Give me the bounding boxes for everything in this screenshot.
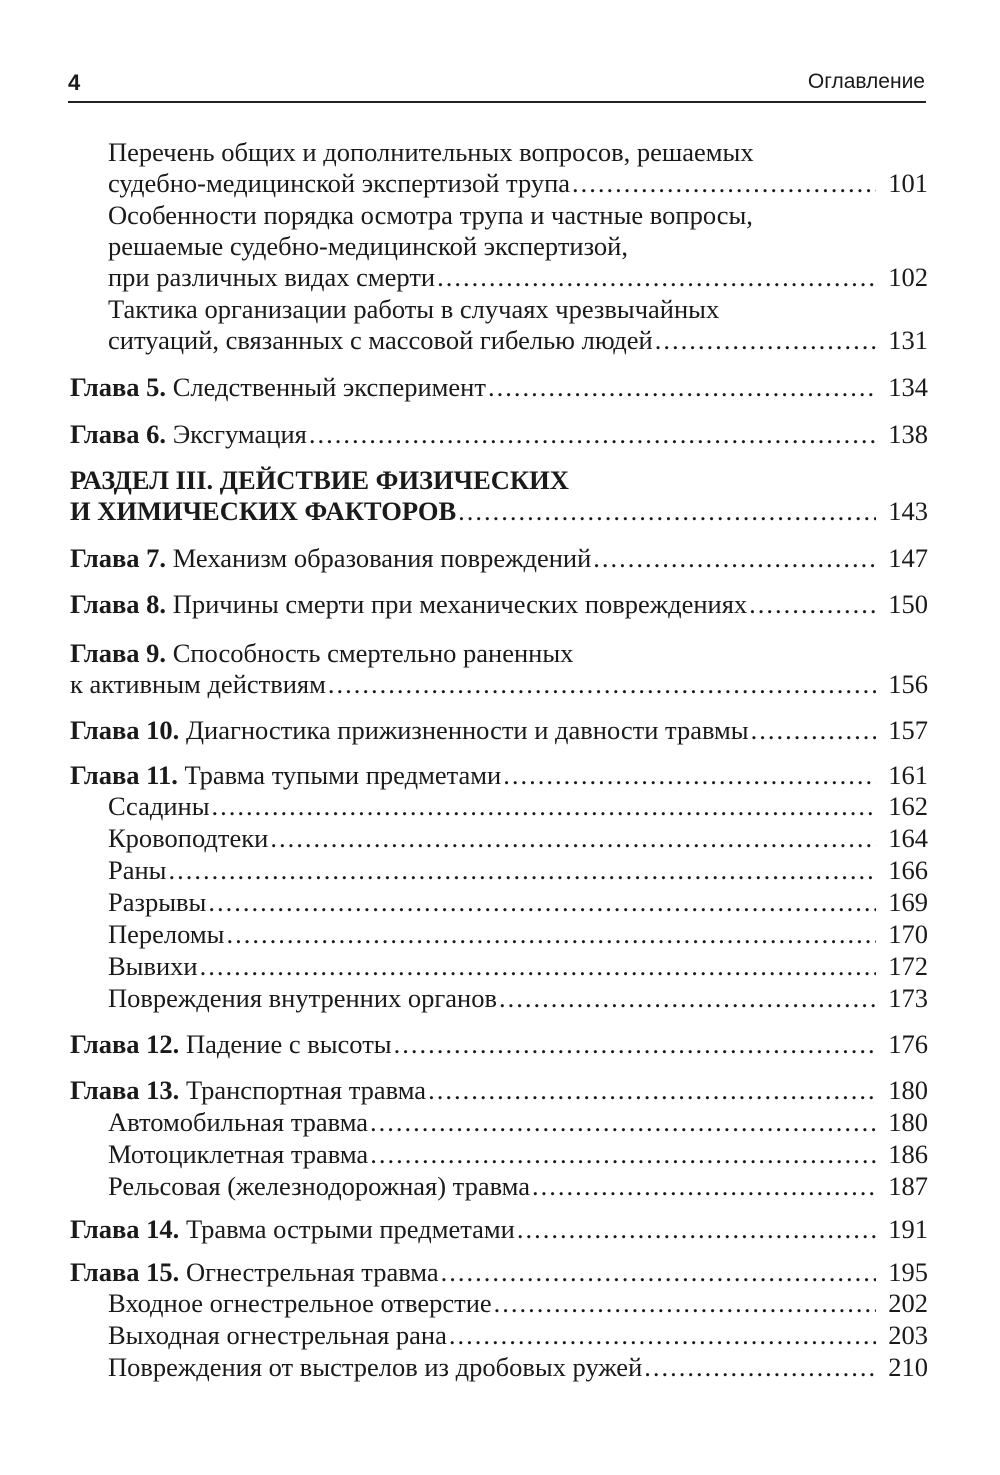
toc-entry-text [108, 230, 628, 262]
dot-leader [499, 982, 876, 1014]
toc-entry-title: Способность смертельно раненных [166, 638, 574, 668]
dot-leader [394, 1028, 876, 1060]
dot-leader [212, 790, 877, 822]
toc-entry-title: Падение с высоты [179, 1029, 392, 1059]
toc-entry-text [108, 1351, 642, 1383]
toc-entry-chapter-label: РАЗДЕЛ III. ДЕЙСТВИЕ ФИЗИЧЕСКИХ [70, 465, 569, 495]
toc-entry-text [70, 668, 326, 700]
toc-entry [108, 1287, 928, 1319]
toc-page-number: 170 [888, 919, 928, 949]
toc-entry-chapter-label: Глава 14. [70, 1214, 180, 1244]
toc-entry-text [108, 1138, 368, 1170]
toc-page-number: 138 [888, 419, 928, 449]
toc-entry-title: И ХИМИЧЕСКИХ ФАКТОРОВ [70, 496, 457, 526]
toc-entry-text [70, 495, 456, 527]
toc-entry [70, 418, 928, 450]
toc-entry [70, 759, 928, 791]
dot-leader [503, 759, 876, 791]
toc-entry [70, 495, 928, 527]
toc-entry [108, 1138, 928, 1170]
toc-entry [108, 1106, 928, 1138]
header-rule [68, 101, 926, 103]
toc-entry [108, 790, 928, 822]
toc-entry-title: Вывихи [108, 951, 198, 981]
toc-entry-text [108, 1170, 530, 1202]
toc-entry [108, 261, 928, 293]
toc-entry-line [108, 136, 754, 168]
toc-entry-text [70, 714, 749, 746]
toc-entry-text [70, 542, 591, 574]
dot-leader [593, 542, 876, 574]
dot-leader [328, 668, 876, 700]
toc-entry [108, 854, 928, 886]
toc-page-number: 147 [888, 543, 928, 573]
toc-entry-title: Разрывы [108, 887, 207, 917]
toc-entry-title: Мотоциклетная травма [108, 1139, 369, 1169]
dot-leader [270, 822, 876, 854]
toc-entry-title: Механизм образования повреждений [166, 543, 592, 573]
toc-entry-title: Причины смерти при механических повреждениях [166, 589, 748, 619]
toc-entry [108, 918, 928, 950]
toc-entry-text [108, 293, 719, 325]
dot-leader [200, 950, 876, 982]
dot-leader [449, 1319, 876, 1351]
toc-entry-title: ситуаций, связанных с массовой гибелью людей [108, 325, 653, 355]
toc-entry [108, 324, 928, 356]
toc-entry-title: Диагностика прижизненности и давности травмы [179, 715, 749, 745]
dot-leader [226, 918, 876, 950]
toc-entry [108, 1351, 928, 1383]
toc-page-number: 157 [888, 715, 928, 745]
dot-leader [458, 495, 876, 527]
toc-entry-title: Транспортная травма [179, 1075, 427, 1105]
toc-entry-text [108, 167, 570, 199]
toc-page-number: 156 [888, 669, 928, 699]
dot-leader [309, 418, 876, 450]
toc-entry-chapter-label: Глава 8. [70, 589, 167, 619]
toc-entry [70, 542, 928, 574]
toc-entry-title: Эксгумация [166, 419, 307, 449]
toc-entry-chapter-label: Глава 6. [70, 419, 167, 449]
toc-entry-text [108, 261, 435, 293]
toc-entry-line [70, 637, 573, 669]
toc-entry-text [70, 637, 573, 669]
dot-leader [488, 371, 876, 403]
toc-entry-text [70, 418, 307, 450]
toc-page-number: 173 [888, 983, 928, 1013]
toc-entry-title: Автомобильная травма [108, 1107, 369, 1137]
toc-entry-chapter-label: Глава 11. [70, 760, 178, 790]
dot-leader [169, 854, 877, 886]
dot-leader [208, 886, 876, 918]
toc-page-number: 166 [888, 855, 928, 885]
toc-entry [108, 822, 928, 854]
toc-page-number: 134 [888, 372, 928, 402]
toc-entry [70, 1028, 928, 1060]
dot-leader [532, 1170, 876, 1202]
toc-page-number: 186 [888, 1139, 928, 1169]
toc-page-number: 101 [888, 168, 928, 198]
toc-entry [108, 1319, 928, 1351]
dot-leader [437, 261, 876, 293]
toc-entry-title: Ссадины [108, 791, 210, 821]
toc-page-number: 102 [888, 262, 928, 292]
toc-entry-text [70, 759, 501, 791]
toc-entry [108, 886, 928, 918]
toc-entry-chapter-label: Глава 15. [70, 1257, 180, 1287]
toc-entry-text [108, 790, 210, 822]
toc-entry-text [70, 1028, 392, 1060]
toc-entry [70, 588, 928, 620]
toc-entry-title: Кровоподтеки [108, 823, 269, 853]
toc-entry-title: Повреждения внутренних органов [108, 983, 497, 1013]
toc-entry-line [70, 464, 569, 496]
toc-entry-chapter-label: Глава 7. [70, 543, 167, 573]
toc-page-number: 180 [888, 1107, 928, 1137]
toc-page-number: 180 [888, 1075, 928, 1105]
dot-leader [749, 588, 876, 620]
toc-entry-title: решаемые судебно-медицинской экспертизой, [108, 231, 628, 261]
toc-page-number: 187 [888, 1171, 928, 1201]
toc-page-number: 176 [888, 1029, 928, 1059]
toc-entry-chapter-label: Глава 9. [70, 638, 167, 668]
toc-entry-title: Выходная огнестрельная рана [108, 1320, 447, 1350]
toc-entry-text [70, 1256, 439, 1288]
toc-entry [70, 668, 928, 700]
toc-entry-title: при различных видах смерти [108, 262, 436, 292]
toc-entry-text [108, 1287, 492, 1319]
toc-page-number: 162 [888, 791, 928, 821]
toc-page-number: 169 [888, 887, 928, 917]
toc-entry [108, 1170, 928, 1202]
toc-entry-text [70, 371, 486, 403]
toc-entry-line [108, 293, 719, 325]
dot-leader [370, 1138, 876, 1170]
toc-entry-title: Рельсовая (железнодорожная) травма [108, 1171, 530, 1201]
toc-entry [70, 714, 928, 746]
dot-leader [494, 1287, 876, 1319]
toc-entry-line [108, 199, 753, 231]
toc-page-number: 172 [888, 951, 928, 981]
toc-entry-text [108, 982, 497, 1014]
dot-leader [644, 1351, 876, 1383]
dot-leader [751, 714, 876, 746]
toc-entry [70, 1256, 928, 1288]
toc-entry-line [108, 230, 628, 262]
toc-page-number: 150 [888, 589, 928, 619]
toc-entry-title: к активным действиям [70, 669, 326, 699]
toc-entry [70, 1213, 928, 1245]
toc-entry-title: Переломы [108, 919, 225, 949]
toc-entry [70, 371, 928, 403]
toc-entry-title: Огнестрельная травма [179, 1257, 439, 1287]
toc-entry-text [108, 324, 653, 356]
toc-entry-text [108, 199, 753, 231]
page-number: 4 [68, 70, 81, 95]
toc-entry-title: Следственный эксперимент [166, 372, 486, 402]
toc-entry-title: Перечень общих и дополнительных вопросов, решаемых [108, 137, 754, 167]
toc-page-number: 210 [888, 1352, 928, 1382]
toc-entry-text [108, 886, 206, 918]
toc-entry-chapter-label: Глава 12. [70, 1029, 180, 1059]
toc-entry-chapter-label: Глава 10. [70, 715, 180, 745]
toc-entry-text [108, 1319, 447, 1351]
toc-page-number: 202 [888, 1288, 928, 1318]
toc-entry-title: Травма тупыми предметами [177, 760, 502, 790]
toc-page-number: 161 [888, 760, 928, 790]
toc-page-number: 195 [888, 1257, 928, 1287]
toc-entry-title: судебно-медицинской экспертизой трупа [108, 168, 571, 198]
toc-entry-title: Повреждения от выстрелов из дробовых ружей [108, 1352, 643, 1382]
toc-entry-text [70, 464, 569, 496]
dot-leader [370, 1106, 876, 1138]
toc-entry-chapter-label: Глава 5. [70, 372, 167, 402]
toc-entry-text [108, 950, 198, 982]
dot-leader [517, 1213, 876, 1245]
dot-leader [572, 167, 876, 199]
toc-page-number: 143 [888, 496, 928, 526]
toc-entry [108, 167, 928, 199]
toc-entry-title: Раны [108, 855, 167, 885]
toc-entry [108, 982, 928, 1014]
dot-leader [655, 324, 876, 356]
toc-page-number: 131 [888, 325, 928, 355]
toc-entry-chapter-label: Глава 13. [70, 1075, 180, 1105]
toc-entry-text [108, 918, 224, 950]
toc-entry-text [70, 1074, 426, 1106]
dot-leader [428, 1074, 876, 1106]
running-header-title: Оглавление [807, 70, 925, 93]
toc-entry-text [108, 854, 167, 886]
toc-entry-title: Травма острыми предметами [179, 1214, 515, 1244]
toc-entry-text [70, 588, 747, 620]
toc-page-number: 164 [888, 823, 928, 853]
toc-entry [70, 1074, 928, 1106]
toc-entry [108, 950, 928, 982]
dot-leader [441, 1256, 876, 1288]
toc-entry-title: Тактика организации работы в случаях чрезвычайных [108, 294, 720, 324]
toc-entry-text [108, 1106, 368, 1138]
toc-entry-text [108, 822, 268, 854]
toc-entry-title: Входное огнестрельное отверстие [108, 1288, 492, 1318]
toc-entry-text [70, 1213, 515, 1245]
toc-page-number: 191 [888, 1214, 928, 1244]
toc-entry-text [108, 136, 754, 168]
toc-entry-title: Особенности порядка осмотра трупа и частные вопросы, [108, 200, 753, 230]
toc-page-number: 203 [888, 1320, 928, 1350]
